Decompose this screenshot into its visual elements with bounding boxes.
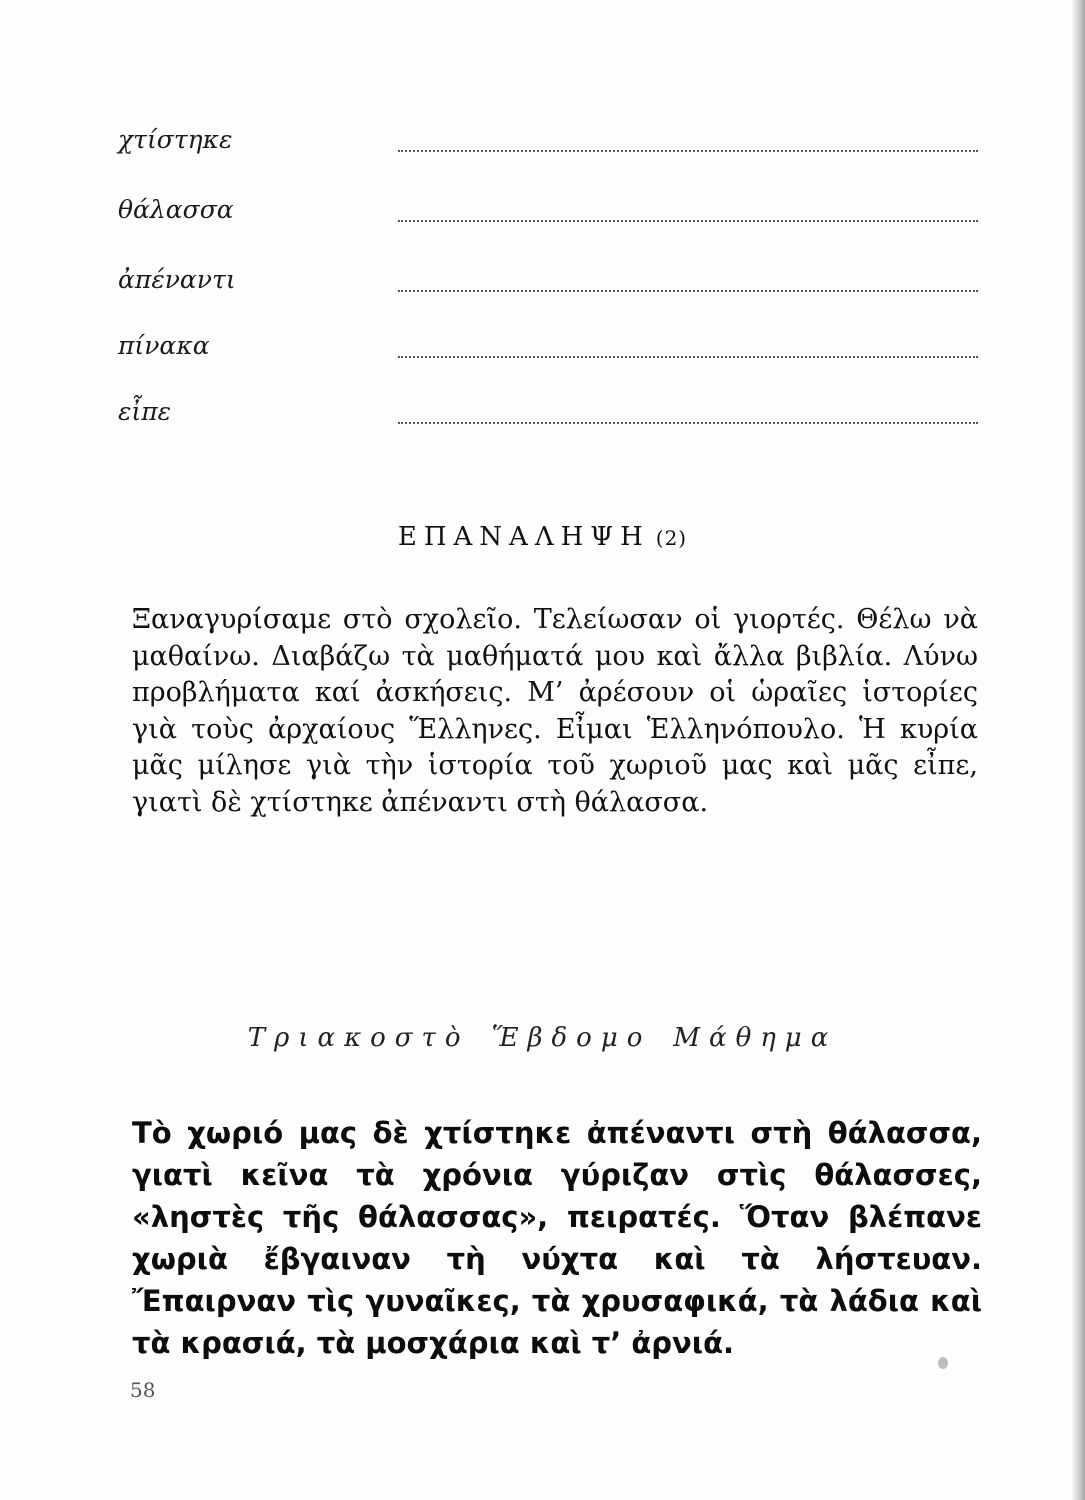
lesson-title-word: Μάθημα bbox=[673, 1023, 838, 1053]
page-number: 58 bbox=[130, 1378, 156, 1402]
vocab-word: πίνακα bbox=[118, 331, 210, 360]
vocab-row bbox=[118, 252, 978, 302]
answer-line bbox=[398, 356, 978, 358]
review-paragraph: Ξαναγυρίσαμε στὸ σχολεῖο. Τελείωσαν οἱ γιορτές. Θέλω νὰ μαθαίνω. Διαβάζω τὰ μαθήματά μου καὶ ἄλλα βιβλία. Λύνω προβλήματα καί ἀσκήσεις. Μ’ ἀρέσουν οἱ ὡραῖες ἱστορίες γιὰ τοὺς ἀρχαίους Ἕλληνες. Εἶμαι Ἑλληνόπουλο. Ἡ κυρία μᾶς μίλησε γιὰ τὴν ἱστορία τοῦ χωριοῦ μας καὶ μᾶς εἶπε, γιατὶ δὲ χτίστηκε ἀπέναντι στὴ θάλασσα. bbox=[132, 604, 978, 818]
lesson-reading-text: Τὸ χωριό μας δὲ χτίστηκε ἀπέναντι στὴ θάλασσα, γιατὶ κεῖνα τὰ χρόνια γύριζαν στὶς θάλασσες, «ληστὲς τῆς θάλασσας», πειρατές. Ὅταν βλέπανε χωριὰ ἔβγαιναν τὴ νύχτα καὶ τὰ λήστευαν. Ἔπαιρναν τὶς γυναῖκες, τὰ χρυσαφικά, τὰ λάδια καὶ τὰ κρασιά, τὰ μοσχάρια καὶ τ’ ἀρνιά. bbox=[132, 1116, 982, 1360]
answer-line bbox=[398, 422, 978, 424]
review-heading-number: (2) bbox=[655, 526, 688, 550]
vocab-word: εἶπε bbox=[118, 397, 172, 426]
lesson-title bbox=[0, 1023, 1085, 1053]
vocab-word: ἀπέναντι bbox=[118, 265, 236, 294]
review-heading-text: ΕΠΑΝΑΛΗΨΗ bbox=[397, 522, 650, 552]
vocab-word: χτίστηκε bbox=[118, 125, 233, 154]
lesson-title-word: Ἕβδομο bbox=[491, 1023, 652, 1053]
page-edge-shadow bbox=[1071, 0, 1085, 1500]
answer-line bbox=[398, 220, 978, 222]
vocab-row bbox=[118, 182, 978, 232]
answer-line bbox=[398, 290, 978, 292]
answer-line bbox=[398, 150, 978, 152]
vocab-row bbox=[118, 318, 978, 368]
ink-smudge bbox=[938, 1357, 948, 1369]
vocab-row bbox=[118, 112, 978, 162]
vocab-row bbox=[118, 384, 978, 434]
vocab-word: θάλασσα bbox=[118, 195, 234, 224]
lesson-title-word: Τριακοστὸ bbox=[247, 1023, 470, 1053]
review-heading bbox=[0, 522, 1085, 552]
